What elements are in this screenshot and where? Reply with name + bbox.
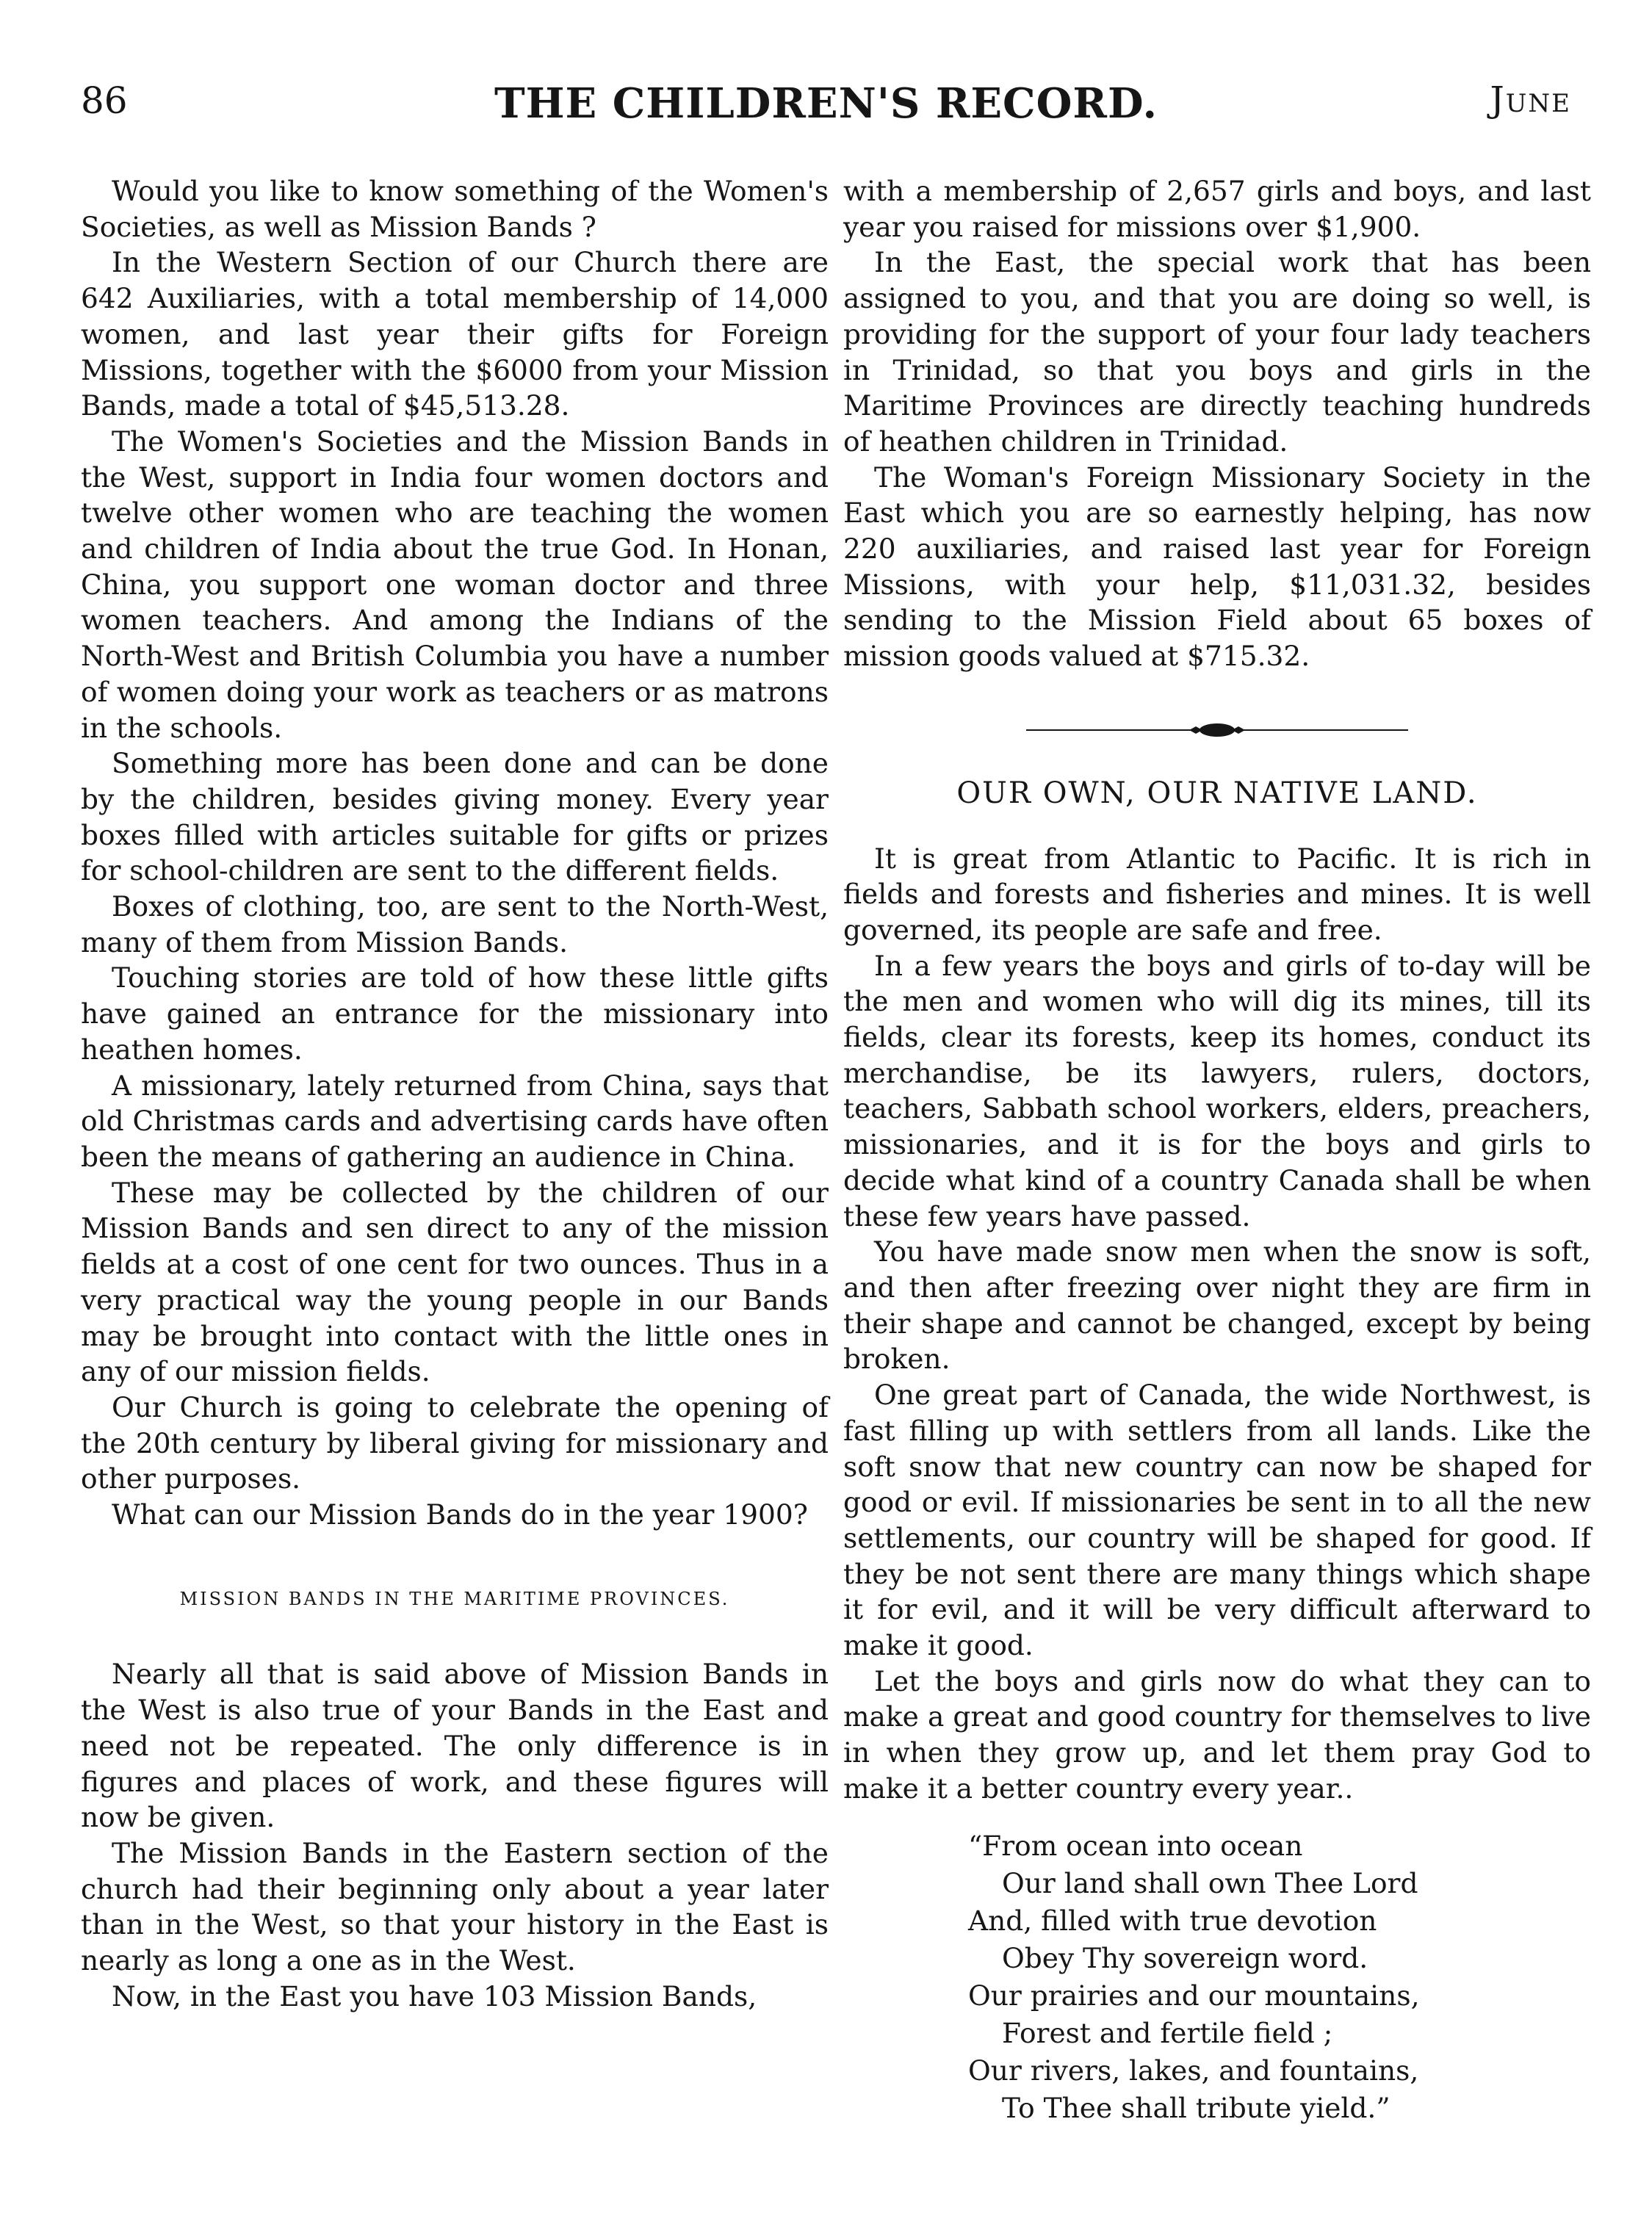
page-header [81, 79, 1571, 138]
poem-line: Obey Thy sovereign word. [1002, 1941, 1368, 1974]
poem-line: To Thee shall tribute yield.” [1002, 2091, 1391, 2124]
poem-line: Our rivers, lakes, and fountains, [968, 2054, 1419, 2087]
poem-line: “From ocean into ocean [968, 1829, 1303, 1862]
poem-line: Forest and fertile field ; [1002, 2016, 1333, 2049]
paragraph: Touching stories are told of how these little gifts have gained an entrance for the missionary into heathen homes. [81, 961, 829, 1066]
paragraph: with a membership of 2,657 girls and boys, and last year you raised for missions over $1,900. [843, 175, 1591, 243]
paragraph: These may be collected by the children of our Mission Bands and sen direct to any of the mission fields at a cost of one cent for two ounces. Thus in a very practical way the young people in our Bands may be brought into contact with the little ones in any of our mission fields. [81, 1176, 829, 1388]
section-title: OUR OWN, OUR NATIVE LAND. [956, 776, 1478, 810]
poem-line: Our land shall own Thee Lord [1002, 1866, 1418, 1899]
poem-stanza [843, 1827, 1591, 2127]
paragraph: What can our Mission Bands do in the year 1900? [112, 1498, 808, 1531]
ornamental-divider [1026, 721, 1408, 739]
paragraph: In a few years the boys and girls of to-day will be the men and women who will dig its mines, till its fields, clear its forests, keep its homes, conduct its merchandise, be its lawyers, rulers, doctors, teachers, Sabbath school workers, elders, preachers, missionaries, and it is for the boys and girls to decide what kind of a country Canada shall be when these few years have passed. [843, 949, 1591, 1232]
paragraph: The Mission Bands in the Eastern section of the church had their beginning only about a year later than in the West, so that your history in the East is nearly as long a one as in the West. [81, 1836, 829, 1977]
paragraph: Let the boys and girls now do what they can to make a great and good country for themselves to live in when they grow up, and let them pray God to make it a better country every year.. [843, 1664, 1591, 1805]
paragraph: The Woman's Foreign Missionary Society in the East which you are so earnestly helping, has now 220 auxiliaries, and raised last year for Foreign Missions, with your help, $11,031.32, besides sending to the Mission Field about 65 boxes of mission goods valued at $715.32. [843, 461, 1591, 673]
poem-line: Our prairies and our mountains, [968, 1979, 1420, 2012]
paragraph: One great part of Canada, the wide Northwest, is fast filling up with settlers from all lands. Like the soft snow that new country can now be shaped for good or evil. If missionaries be sent in to all the new settlements, our country will be shaped for good. If they be not sent there are many things which shape it for evil, and it will be very difficult afterward to make it good. [843, 1379, 1591, 1662]
paragraph: You have made snow men when the snow is soft, and then after freezing over night they are firm in their shape and cannot be changed, except by being broken. [843, 1235, 1591, 1376]
paragraph: In the Western Section of our Church there are 642 Auxiliaries, with a total membership of 14,000 women, and last year their gifts for Foreign Missions, together with the $6000 from your Mission Bands, made a total of $45,513.28. [81, 246, 829, 422]
paragraph: A missionary, lately returned from China, says that old Christmas cards and advertising cards have often been the means of gathering an audience in China. [81, 1069, 829, 1173]
paragraph: Boxes of clothing, too, are sent to the North-West, many of them from Mission Bands. [81, 890, 829, 959]
paragraph: Would you like to know something of the Women's Societies, as well as Mission Bands ? [81, 175, 829, 243]
paragraph: Nearly all that is said above of Mission Bands in the West is also true of your Bands in the East and need not be repeated. The only difference is in figures and places of work, and these figures will now be given. [81, 1658, 829, 1834]
paragraph: The Women's Societies and the Mission Bands in the West, support in India four women doctors and twelve other women who are teaching the women and children of India about the true God. In Honan, China, you support one woman doctor and three women teachers. And among the Indians of the North-West and British Columbia you have a number of women doing your work as teachers or as matrons in the schools. [81, 425, 829, 744]
paragraph: Our Church is going to celebrate the opening of the 20th century by liberal giving for missionary and other purposes. [81, 1390, 829, 1495]
paragraph: In the East, the special work that has been assigned to you, and that you are doing so well, is providing for the support of your four lady teachers in Trinidad, so that you boys and girls in the Maritime Provinces are directly teaching hundreds of heathen children in Trinidad. [843, 246, 1591, 458]
publication-title: THE CHILDREN'S RECORD. [494, 79, 1158, 128]
poem-line: And, filled with true devotion [968, 1904, 1377, 1937]
paragraph: Now, in the East you have 103 Mission Bands, [112, 1979, 757, 2012]
issue-month: June [1490, 79, 1571, 120]
paragraph: It is great from Atlantic to Pacific. It is rich in fields and forests and fisheries and mines. It is well governed, its people are safe and free. [843, 842, 1591, 946]
page-number: 86 [81, 79, 128, 122]
right-column [843, 173, 1591, 2127]
left-column [81, 173, 829, 2014]
section-subheading: MISSION BANDS IN THE MARITIME PROVINCES. [179, 1588, 730, 1609]
paragraph: Something more has been done and can be done by the children, besides giving money. Every year boxes filled with articles suitable for gifts or prizes for school-children are sent to the different fields. [81, 747, 829, 887]
